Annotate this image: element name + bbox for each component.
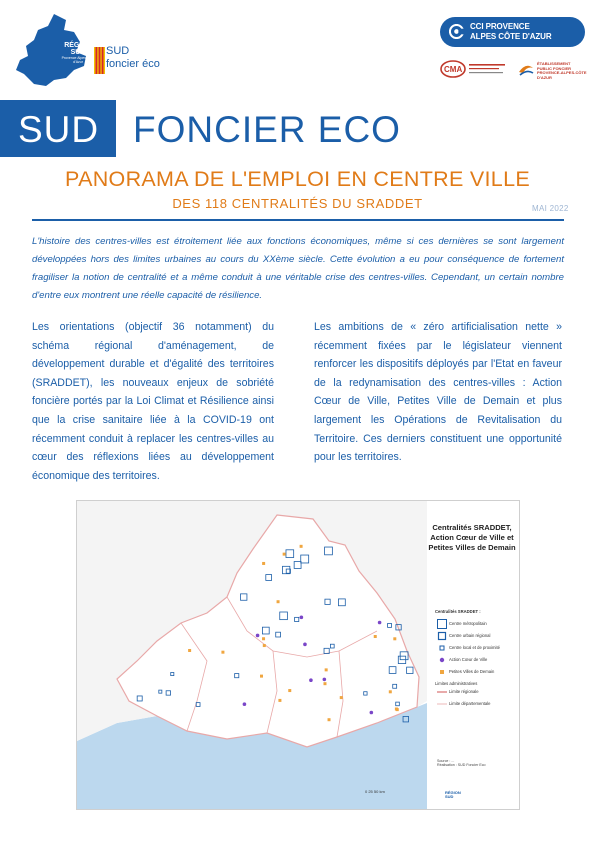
pvd-marker xyxy=(393,637,396,640)
epf-logo-text xyxy=(537,62,589,80)
legend-label: Centre urbain régional xyxy=(449,633,491,638)
map-credit xyxy=(437,759,507,768)
legend-line-department-icon xyxy=(437,699,447,709)
pvd-marker xyxy=(262,562,265,565)
legend-dot-purple-icon xyxy=(437,655,447,665)
body-column-left: Les orientations (objectif 36 notamment) du schéma régional d'aménagement, de développement durable et d'égalité des territoires (SRADDET), les nouveaux enjeux de sobriété foncière portés par la Loi Climat et Résilience ainsi que la crise sanitaire liée à la COVID-19 ont récemment conduit à replacer les centres-villes au cœur des réflexions liées au développement économique des territoires. xyxy=(32,321,274,482)
pvd-marker xyxy=(325,668,328,671)
centralites-map xyxy=(76,500,520,810)
map-logo-line1: RÉGION xyxy=(445,790,461,795)
intro-paragraph: L'histoire des centres-villes est étroitement liée aux fonctions économiques, même si ces dernières se sont largement développées hors des limites urbaines au cours du XXème siècle. Cette évolution a eu pour conséquence de fortement fragiliser la notion de centralité et a même conduit à une véritable crise des centres-villes. Cependant, un certain nombre d'entre eux montrent une réelle capacité de résilience. xyxy=(32,236,564,301)
pvd-marker xyxy=(260,675,263,678)
cci-emblem-icon xyxy=(449,24,464,39)
legend-row xyxy=(435,686,515,698)
legend-header: Centralités SRADDET : xyxy=(435,609,481,614)
epf-line2: PUBLIC FONCIER xyxy=(537,65,571,71)
document-subtitle: PANORAMA DE L'EMPLOI EN CENTRE VILLE xyxy=(65,167,530,191)
legend-row xyxy=(435,642,515,654)
pvd-marker xyxy=(277,600,280,603)
cci-line1: CCI PROVENCE xyxy=(470,22,530,31)
legend-square-small-icon xyxy=(437,643,447,653)
legend-row xyxy=(435,630,515,642)
legend-label: Limite départementale xyxy=(449,701,491,706)
pvd-marker xyxy=(340,696,343,699)
legend-row xyxy=(435,618,515,630)
cci-line2: ALPES CÔTE D'AZUR xyxy=(470,32,552,41)
legend-square-medium-icon xyxy=(437,631,447,641)
pvd-marker xyxy=(263,644,266,647)
map-title-line1: Centralités SRADDET, xyxy=(432,523,512,532)
cci-logo xyxy=(440,17,585,47)
region-logo-text xyxy=(60,42,96,64)
document-subtitle-2: DES 118 CENTRALITÉS DU SRADDET xyxy=(172,196,423,211)
sud-foncier-eco-brand xyxy=(106,45,160,71)
legend-square-large-icon xyxy=(437,619,447,629)
pvd-marker xyxy=(283,553,286,556)
acv-marker xyxy=(243,702,247,706)
acv-marker xyxy=(378,621,382,625)
map-title-line3: Petites Villes de Demain xyxy=(428,543,516,552)
pvd-marker xyxy=(221,651,224,654)
map-legend xyxy=(435,609,515,710)
sud-flag-icon xyxy=(94,47,105,74)
acv-marker xyxy=(370,711,374,715)
acv-marker xyxy=(323,678,327,682)
acv-marker xyxy=(300,616,304,620)
legend-label: Action Cœur de Ville xyxy=(449,657,488,662)
legend-label: Petites Villes de Demain xyxy=(449,669,495,674)
svg-text:CMA: CMA xyxy=(444,65,463,74)
body-column-right: Les ambitions de « zéro artificialisation nette » récemment fixées par le législateur viennent renforcer les dispositifs déployés par l'Etat en faveur de la redynamisation des centres-villes : Action Cœur de Ville, Petites Ville de Demain et plus largement les Opérations de Revitalisation du Territoire. Ces derniers constituent une opportunité pour les territoires. xyxy=(314,321,562,464)
legend-label: Limite régionale xyxy=(449,689,479,694)
brand-line2: foncier éco xyxy=(106,58,160,70)
pvd-marker xyxy=(288,689,291,692)
map-logo-line2: SUD xyxy=(445,794,454,799)
map-region-logo xyxy=(445,791,461,799)
pvd-marker xyxy=(262,637,265,640)
map-scale: 0 25 50 km xyxy=(365,789,385,794)
epf-logo-icon xyxy=(517,60,535,78)
pvd-marker xyxy=(323,682,326,685)
legend-label: Centre métropolitain xyxy=(449,621,487,626)
cci-logo-text xyxy=(470,22,552,42)
acv-marker xyxy=(303,643,307,647)
region-sud-logo xyxy=(14,12,164,90)
title-foncier-eco: FONCIER ECO xyxy=(133,109,401,150)
title-sud: SUD xyxy=(18,109,100,150)
legend-label: Centre local et de proximité xyxy=(449,645,500,650)
map-title-line2: Action Cœur de Ville et xyxy=(430,533,514,542)
pvd-marker xyxy=(278,699,281,702)
epf-line1: ÉTABLISSEMENT xyxy=(537,61,571,66)
legend-row xyxy=(435,698,515,710)
partner-logo-epf xyxy=(517,58,589,80)
title-banner xyxy=(0,100,595,157)
map-credit-line1: Source : ... xyxy=(437,759,455,763)
map-credit-line2: Réalisation : SUD Foncier Eco xyxy=(437,763,486,768)
legend-row xyxy=(435,654,515,666)
pvd-marker xyxy=(328,718,331,721)
acv-marker xyxy=(309,678,313,682)
legend-row xyxy=(435,666,515,678)
cma-logo-icon xyxy=(439,58,511,80)
publication-date: MAI 2022 xyxy=(532,204,569,213)
partner-logo-cma xyxy=(439,58,511,80)
acv-marker xyxy=(256,634,260,638)
region-logo-line1: RÉGION xyxy=(64,42,92,49)
pvd-marker xyxy=(300,545,303,548)
region-logo-sub: Provence Alpes Côte d'Azur xyxy=(61,56,95,64)
legend-line-region-icon xyxy=(437,687,447,697)
pvd-marker xyxy=(188,649,191,652)
region-logo-line2: SUD xyxy=(70,49,86,56)
legend-limits-header: Limites administratives xyxy=(435,681,478,686)
epf-line3: PROVENCE-ALPES-CÔTE D'AZUR xyxy=(537,70,587,80)
brand-line1: SUD xyxy=(106,45,130,57)
pvd-marker xyxy=(396,708,399,711)
legend-dot-orange-icon xyxy=(437,667,447,677)
pvd-marker xyxy=(374,635,377,638)
map-title xyxy=(427,523,517,553)
pvd-marker xyxy=(389,690,392,693)
divider-rule xyxy=(32,219,564,221)
